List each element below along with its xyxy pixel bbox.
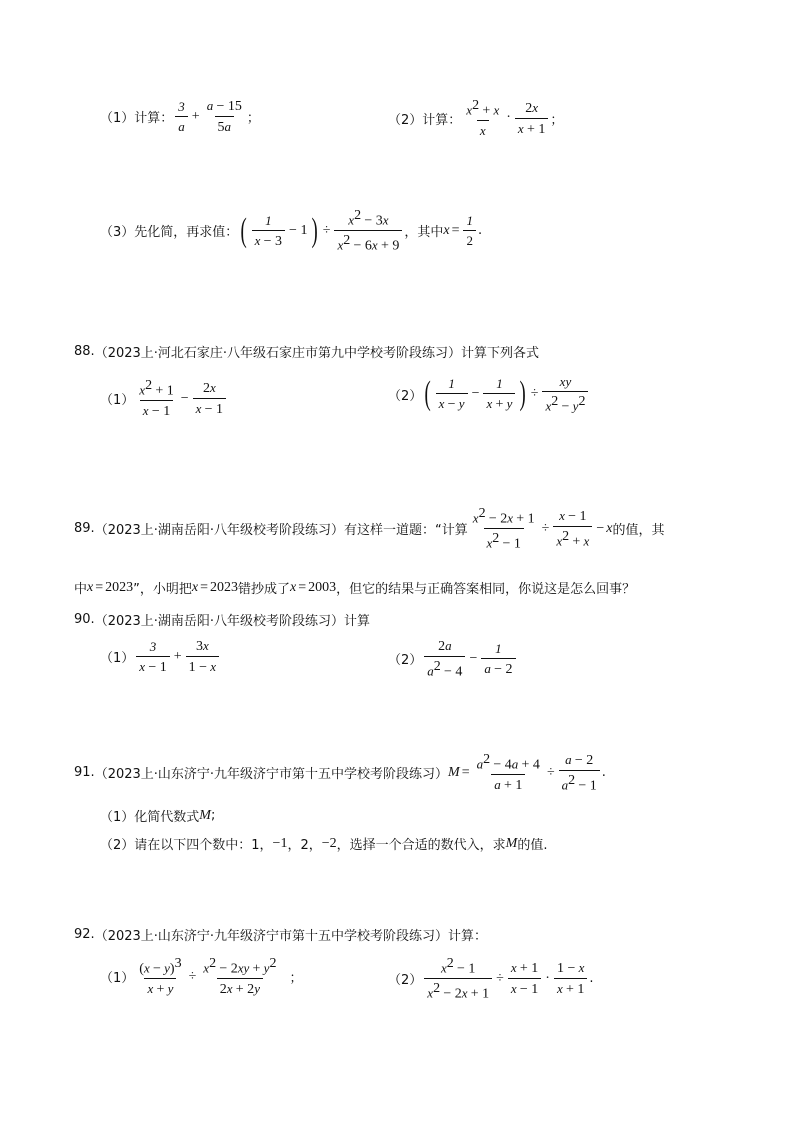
problem-source: （2023上·山东济宁·九年级济宁市第十五中学校考阶段练习）计算： bbox=[94, 929, 488, 944]
p91-sub2-num: −2 bbox=[321, 835, 337, 851]
p92-part2-label: （2） bbox=[388, 973, 423, 989]
fraction: $\frac{3}{x - 1}$ bbox=[136, 639, 169, 675]
p91-sub2-text: 的值. bbox=[517, 838, 548, 853]
fraction: $\frac{3x}{1 - x}$ bbox=[186, 638, 219, 675]
p88-part1: （1） $\frac{x^2 + 1}{x - 1}$ − $\frac{2x}{x - 1}$ bbox=[100, 378, 228, 419]
p91-sub2-text: ，选择一个合适的数代入，求 bbox=[336, 838, 506, 853]
p92-part2: （2） $\frac{x^2 - 1}{x^2 - 2x + 1}$ ÷ $\frac{x + 1}{x - 1}$ · $\frac{1 - x}{x + 1}$ . bbox=[388, 956, 594, 1002]
p87-part3-label: （3）先化简，再求值： bbox=[100, 225, 239, 241]
problem-number: 88. bbox=[74, 344, 95, 359]
fraction: $\frac{x + 1}{x - 1}$ bbox=[508, 960, 541, 997]
p92-part1-tail: ； bbox=[289, 971, 303, 987]
p91-sub1 bbox=[100, 806, 215, 825]
p89-line2: 中 x = 2023 ”，小明把 x = 2023 错抄成了 x = 2003 ，但它的结果与正确答案相同，你说这是怎么回事？ bbox=[74, 579, 636, 597]
fraction: $\frac{1}{x - 3}$ bbox=[252, 213, 285, 249]
p88-heading bbox=[74, 342, 539, 361]
p88-part2-label: （2） bbox=[388, 388, 423, 404]
problem-number: 92. bbox=[74, 927, 95, 942]
fraction: $\frac{(x - y)^3}{x + y}$ bbox=[139, 956, 182, 998]
problem-number: 89. bbox=[74, 521, 95, 537]
fraction: $\frac{2x}{x + 1}$ bbox=[515, 100, 548, 137]
fraction: $\frac{1}{a - 2}$ bbox=[481, 641, 515, 677]
p87-part1-tail: ； bbox=[246, 111, 260, 126]
fraction: $\frac{xy}{x^2 - y^2}$ bbox=[542, 374, 588, 414]
p87-part2-label: （2）计算： bbox=[388, 112, 462, 128]
p87-part3-tail: . bbox=[477, 223, 483, 239]
problem-source: （2023上·湖南岳阳·八年级校考阶段练习）有这样一道题：“计算 bbox=[94, 523, 468, 539]
fraction: $\frac{2x}{x - 1}$ bbox=[193, 380, 226, 417]
p89-text: 中 bbox=[74, 582, 88, 597]
p91-sub2-var: M bbox=[505, 835, 518, 851]
fraction: $\frac{a^2 - 4a + 4}{a + 1}$ bbox=[476, 752, 540, 794]
fraction: $\frac{2a}{a^2 - 4}$ bbox=[424, 638, 465, 679]
p87-part2: （2）计算： $\frac{x^2 + x}{x}$ · $\frac{2x}{x + 1}$ ； bbox=[388, 98, 564, 139]
p92-heading bbox=[74, 925, 487, 944]
fraction: $\frac{a - 2}{a^2 - 1}$ bbox=[559, 752, 600, 793]
problem-number: 90. bbox=[74, 612, 95, 627]
p87-part1-label: （1）计算： bbox=[100, 111, 174, 126]
p91-sub1-var: M bbox=[199, 807, 211, 823]
p91-sub2-text: （2）请在以下四个数中：1， bbox=[100, 838, 273, 853]
fraction: $\frac{1}{2}$ bbox=[463, 213, 476, 248]
p90-part1: （1） $\frac{3}{x - 1}$ + $\frac{3x}{1 - x}$ bbox=[100, 638, 221, 675]
fraction: $\frac{1}{x - y}$ bbox=[436, 376, 468, 412]
p87-part2-tail: ； bbox=[550, 112, 564, 128]
p92-part1: （1） $\frac{(x - y)^3}{x + y}$ ÷ $\frac{x^2 - 2xy + y^2}{2x + 2y}$ ； bbox=[100, 956, 303, 998]
p91-sub1-tail: ; bbox=[210, 808, 216, 823]
p92-part1-label: （1） bbox=[100, 971, 135, 987]
fraction: $\frac{x^2 - 3x}{x^2 - 6x + 9}$ bbox=[334, 208, 402, 254]
fraction: $\frac{x^2 + x}{x}$ bbox=[466, 98, 500, 139]
p87-part3-mid: ，其中 bbox=[404, 225, 444, 241]
fraction: $\frac{x^2 - 1}{x^2 - 2x + 1}$ bbox=[424, 956, 492, 1002]
problem-source: （2023上·山东济宁·九年级济宁市第十五中学校考阶段练习） bbox=[94, 767, 449, 783]
problem-source: （2023上·河北石家庄·八年级石家庄市第九中学校考阶段练习）计算下列各式 bbox=[94, 346, 540, 361]
p92-part2-tail: . bbox=[589, 971, 594, 987]
p90-heading bbox=[74, 610, 370, 629]
p89-after-expr: 的值，其 bbox=[612, 523, 665, 539]
fraction: $\frac{1 - x}{x + 1}$ bbox=[554, 960, 587, 997]
p91-heading: 91. （2023上·山东济宁·九年级济宁市第十五中学校考阶段练习） M = $\frac{a^2 - 4a + 4}{a + 1}$ ÷ $\frac{a - 2}{a^2 - 1}$ . bbox=[74, 752, 606, 794]
p90-part1-label: （1） bbox=[100, 651, 135, 666]
p89-text: ，但它的结果与正确答案相同，你说这是怎么回事？ bbox=[336, 582, 636, 597]
p89-text: ”，小明把 bbox=[133, 582, 192, 597]
p91-sub2-text: ，2， bbox=[287, 838, 322, 853]
fraction: $\frac{x^2 + 1}{x - 1}$ bbox=[139, 378, 174, 420]
p88-part2: （2） ( $\frac{1}{x - y}$ − $\frac{1}{x + y}$ ) ÷ $\frac{xy}{x^2 - y^2}$ bbox=[388, 374, 590, 414]
p91-sub2-num: −1 bbox=[272, 835, 288, 851]
p91-sub2 bbox=[100, 834, 547, 853]
p88-part1-label: （1） bbox=[100, 393, 135, 409]
problem-source: （2023上·湖南岳阳·八年级校考阶段练习）计算 bbox=[94, 614, 371, 629]
p91-tail: . bbox=[601, 765, 606, 781]
p87-part3: （3）先化简，再求值： ( $\frac{1}{x - 3}$ − 1 ) ÷ $\frac{x^2 - 3x}{x^2 - 6x + 9}$ ，其中 x = $\frac{1}{2}$ . bbox=[100, 208, 483, 254]
p91-sub1-text: （1）化简代数式 bbox=[100, 810, 200, 825]
p87-part1: （1）计算： $\frac{3}{a}$ + $\frac{a - 15}{5a}$ ； bbox=[100, 98, 260, 135]
fraction: $\frac{1}{x + y}$ bbox=[483, 376, 515, 412]
fraction: $\frac{x^2 - 2x + 1}{x^2 - 1}$ bbox=[472, 506, 535, 552]
fraction: $\frac{x^2 - 2xy + y^2}{2x + 2y}$ bbox=[203, 956, 277, 998]
p89-heading: 89. （2023上·湖南岳阳·八年级校考阶段练习）有这样一道题：“计算 $\frac{x^2 - 2x + 1}{x^2 - 1}$ ÷ $\frac{x - 1}{x^2 + x}$ − x 的值，其 bbox=[74, 506, 665, 552]
fraction: $\frac{a - 15}{5a}$ bbox=[206, 98, 242, 135]
fraction: $\frac{x - 1}{x^2 + x}$ bbox=[553, 508, 592, 549]
problem-number: 91. bbox=[74, 765, 95, 781]
p89-text: 错抄成了 bbox=[238, 582, 291, 597]
p90-part2: （2） $\frac{2a}{a^2 - 4}$ − $\frac{1}{a - 2}$ bbox=[388, 638, 518, 679]
fraction: $\frac{3}{a}$ bbox=[175, 99, 188, 134]
p90-part2-label: （2） bbox=[388, 653, 423, 669]
